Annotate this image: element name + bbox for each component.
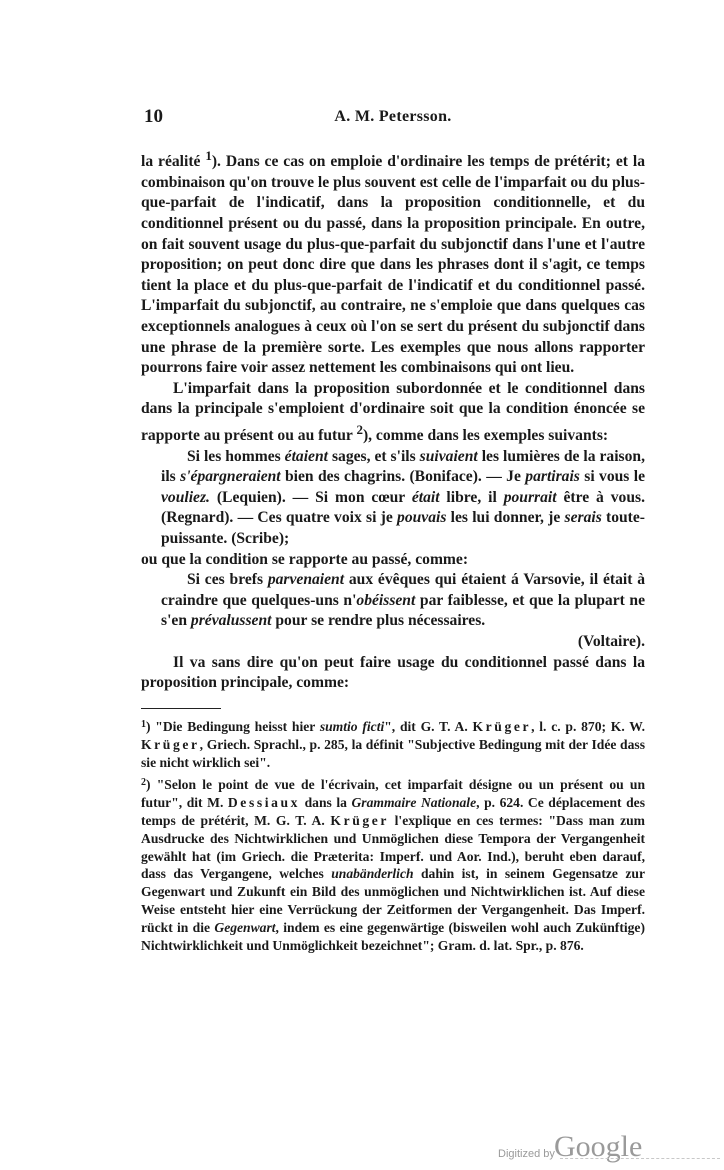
page-header [141,106,645,128]
example-quote: Si ces brefs parvenaient aux évêques qui étaient á Varsovie, il était à craindre que quelques-uns n'obéissent par faiblesse, et que la plupart ne s'en prévalussent pour se rendre plus nécessaires. [161,571,646,630]
paragraph: la réalité $^1$). Dans ce cas on emploie d'ordinaire les temps de prétérit; et la combinaison qu'on trouve le plus souvent est celle de l'imparfait ou du plus-que-parfait de l'indicatif, dans la proposition conditionnelle, et du conditionnel présent ou du passé, dans la proposition principale. En outre, on fait souvent usage du plus-que-parfait du subjonctif dans l'une et l'autre proposition; on peut donc dire que dans les phrases dont il s'agit, ce temps tient la place et du plus-que-parfait de l'indicatif et du conditionnel passé. L'imparfait du subjonctif, au contraire, ne s'emploie que dans quelques cas exceptionnels analogues à ceux où l'on se sert du présent du subjonctif dans une phrase de la première sorte. Les exemples que nous allons rapporter pourrons faire voir assez nettement les combinaisons qui ont lieu. [141,148,645,377]
footnote-ref[interactable]: 2 [356,421,363,437]
footnote-ref[interactable]: 1 [205,148,212,163]
digitized-watermark [498,1130,658,1170]
footnotes [141,716,645,957]
main-text [141,146,645,694]
page-edge-artifact [560,1158,720,1161]
page-number: 10 [144,106,163,127]
google-logo: Google [554,1130,643,1163]
footnote: $^1$) "Die Bedingung heisst hier sumtio ficti", dit G. T. A. Krüger, l. c. p. 870; K. W. Krüger, Griech. Sprachl., p. 285, la définit "Subjective Bedingung mit der Idée dass sie nicht wirklich sei". [141,719,645,770]
paragraph: ou que la condition se rapporte au passé, comme: [141,550,469,568]
paragraph: L'imparfait dans la proposition subordonnée et le conditionnel dans dans la principale s'emploient d'ordinaire soit que la condition énoncée se rapporte au présent ou au futur $^2$), comme dans les exemples suivants: [141,379,645,445]
paragraph: Il va sans dire qu'on peut faire usage du conditionnel passé dans la proposition principale, comme: [141,653,645,692]
quote-source: (Voltaire). [577,633,645,651]
footnote: $^2$) "Selon le point de vue de l'écrivain, cet imparfait désigne ou un présent ou un futur", dit M. Dessiaux dans la Grammaire Nationale, p. 624. Ce déplacement des temps de prétérit, M. G. T. A. Krüger l'explique en ces termes: "Dass man zum Ausdrucke des Nichtwirklichen und Unmöglichen diese Tempora der Vergangenheit gewählt hat (im Griech. die Præterita: Imperf. und Aor. Ind.), beruht eben darauf, dass das Vergangene, welches unabänderlich dahin ist, in seinem Gegensatze zur Gegenwart und Zukunft ein Bild des unmöglichen und Nichtwirklichen ist. Auf diese Weise entsteht hier eine Verrückung der Zeitformen der Vergangenheit. Das Imperf. rückt in die Gegenwart, indem es eine gegenwärtige (bisweilen wohl auch Zukünftige) Nichtwirklichkeit und Unmöglichkeit bezeichnet"; Gram. d. lat. Spr., p. 876. [141,777,645,953]
example-quote: Si les hommes étaient sages, et s'ils suivaient les lumières de la raison, ils s'épargneraient bien des chagrins. (Boniface). — Je partirais si vous le vouliez. (Lequien). — Si mon cœur était libre, il pourrait être à vous. (Regnard). — Ces quatre voix si je pouvais les lui donner, je serais toute-puissante. (Scribe); [161,447,646,548]
footnote-divider [141,708,221,709]
running-title: A. M. Petersson. [334,108,452,125]
watermark-prefix: Digitized by [498,1148,555,1160]
